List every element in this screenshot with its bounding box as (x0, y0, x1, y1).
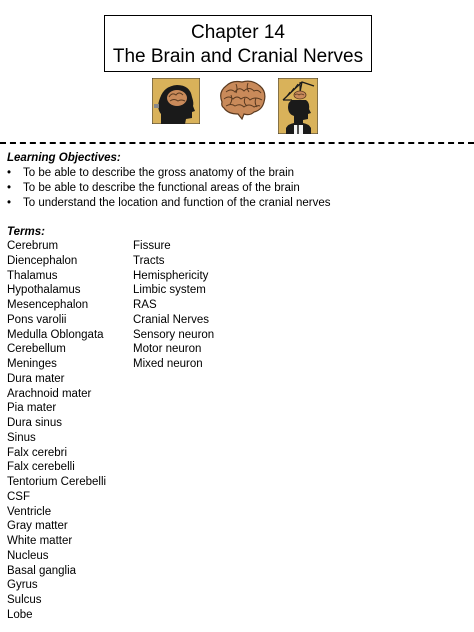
header-illustrations (0, 78, 474, 138)
term-item: Mixed neuron (133, 358, 203, 370)
term-item: Pia mater (7, 402, 57, 415)
objectives-list (7, 166, 331, 211)
term-item: Cerebellum (7, 343, 66, 356)
term-item: Thalamus (7, 269, 58, 282)
term-item: Medulla Oblongata (7, 328, 104, 341)
term-item: Ventricle (7, 505, 52, 518)
brain-icon (216, 78, 268, 120)
term-item: Basal ganglia (7, 564, 77, 577)
objective-item: • To be able to describe the gross anatomy of the brain (7, 166, 331, 181)
chapter-title-box (104, 15, 372, 72)
learning-objectives (7, 151, 331, 211)
term-item: Motor neuron (133, 343, 202, 356)
chapter-title: The Brain and Cranial Nerves (112, 46, 364, 67)
term-item: Fissure (133, 240, 171, 252)
terms-heading: Terms: (7, 226, 45, 238)
term-item: Arachnoid mater (7, 387, 92, 400)
term-item: Sensory neuron (133, 328, 215, 341)
dashed-divider (0, 142, 474, 144)
term-item: Pons varolii (7, 313, 67, 326)
term-item: Sulcus (7, 594, 42, 606)
term-item: Gyrus (7, 579, 38, 592)
term-item: Gray matter (7, 520, 68, 533)
head-with-crane-lifting-brain-icon (278, 78, 318, 134)
term-item: Mesencephalon (7, 299, 89, 311)
term-item: Nucleus (7, 549, 49, 562)
term-item: White matter (7, 535, 73, 547)
terms-column-2 (133, 239, 214, 372)
term-item: Cranial Nerves (133, 313, 210, 326)
term-item: Lobe (7, 608, 33, 621)
term-item: Diencephalon (7, 254, 78, 267)
head-silhouette-with-brain-icon (152, 78, 200, 124)
term-item: Tentorium Cerebelli (7, 476, 107, 488)
term-item: Cerebrum (7, 240, 59, 252)
term-item: Limbic system (133, 284, 206, 297)
objective-item: • To be able to describe the functional areas of the brain (7, 181, 331, 196)
terms-column-1 (7, 239, 106, 623)
term-item: Hemisphericity (133, 269, 209, 282)
term-item: Dura sinus (7, 417, 62, 429)
term-item: Meninges (7, 358, 57, 370)
term-item: Falx cerebri (7, 446, 68, 459)
term-item: Tracts (133, 254, 165, 267)
term-item: Sinus (7, 431, 36, 444)
term-item: Falx cerebelli (7, 461, 75, 474)
objectives-heading: Learning Objectives: (7, 152, 121, 164)
chapter-number: Chapter 14 (190, 22, 285, 43)
term-item: Dura mater (7, 372, 65, 385)
term-item: CSF (7, 490, 30, 503)
term-item: Hypothalamus (7, 284, 81, 297)
objective-item: • To understand the location and function of the cranial nerves (7, 196, 331, 211)
term-item: RAS (133, 299, 157, 311)
